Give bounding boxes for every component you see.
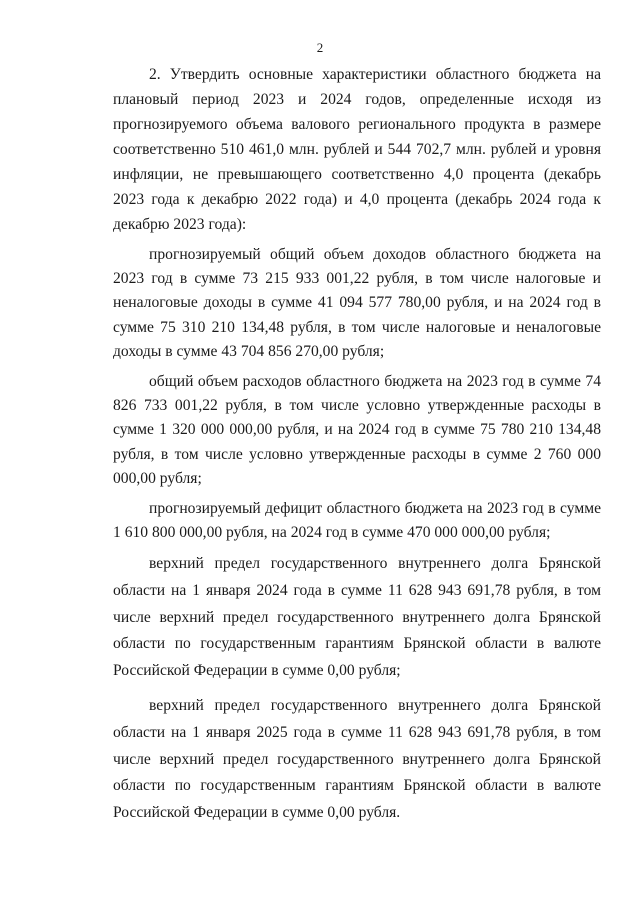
paragraph-debt-limit-2025: верхний предел государственного внутреннего долга Брянской области на 1 января 2025 года в сумме 11 628 943 691,78 рубля, в том числе верхний предел государственного внутреннего долга Брянской области по государственным гарантиям Брянской области в валюте Российской Федерации в сумме 0,00 рубля.	[113, 697, 601, 821]
document-body	[113, 62, 601, 826]
paragraph-budget-characteristics: 2. Утвердить основные характеристики областного бюджета на плановый период 2023 и 2024 годов, определенные исходя из прогнозируемого объема валового регионального продукта в размере соответственно 510 461,0 млн. рублей и 544 702,7 млн. рублей и уровня инфляции, не превышающего соответственно 4,0 процента (декабрь 2023 года к декабрю 2022 года) и 4,0 процента (декабрь 2024 года к декабрю 2023 года):	[113, 66, 601, 233]
paragraph-revenue-forecast: прогнозируемый общий объем доходов областного бюджета на 2023 год в сумме 73 215 933 001,22 рубля, в том числе налоговые и неналоговые доходы в сумме 41 094 577 780,00 рубля, и на 2024 год в сумме 75 310 210 134,48 рубля, в том числе налоговые и неналоговые доходы в сумме 43 704 856 270,00 рубля;	[113, 246, 601, 360]
paragraph-debt-limit-2024: верхний предел государственного внутреннего долга Брянской области на 1 января 2024 года в сумме 11 628 943 691,78 рубля, в том числе верхний предел государственного внутреннего долга Брянской области по государственным гарантиям Брянской области в валюте Российской Федерации в сумме 0,00 рубля;	[113, 555, 601, 679]
paragraph-deficit-forecast: прогнозируемый дефицит областного бюджета на 2023 год в сумме 1 610 800 000,00 рубля, на 2024 год в сумме 470 000 000,00 рубля;	[113, 500, 601, 542]
page-number: 2	[316, 40, 324, 55]
paragraph-expenditure-total: общий объем расходов областного бюджета на 2023 год в сумме 74 826 733 001,22 рубля, в том числе условно утвержденные расходы в сумме 1 320 000 000,00 рубля, и на 2024 год в сумме 75 780 210 134,48 рубля, в том числе условно утвержденные расходы в сумме 2 760 000 000,00 рубля;	[113, 373, 601, 487]
